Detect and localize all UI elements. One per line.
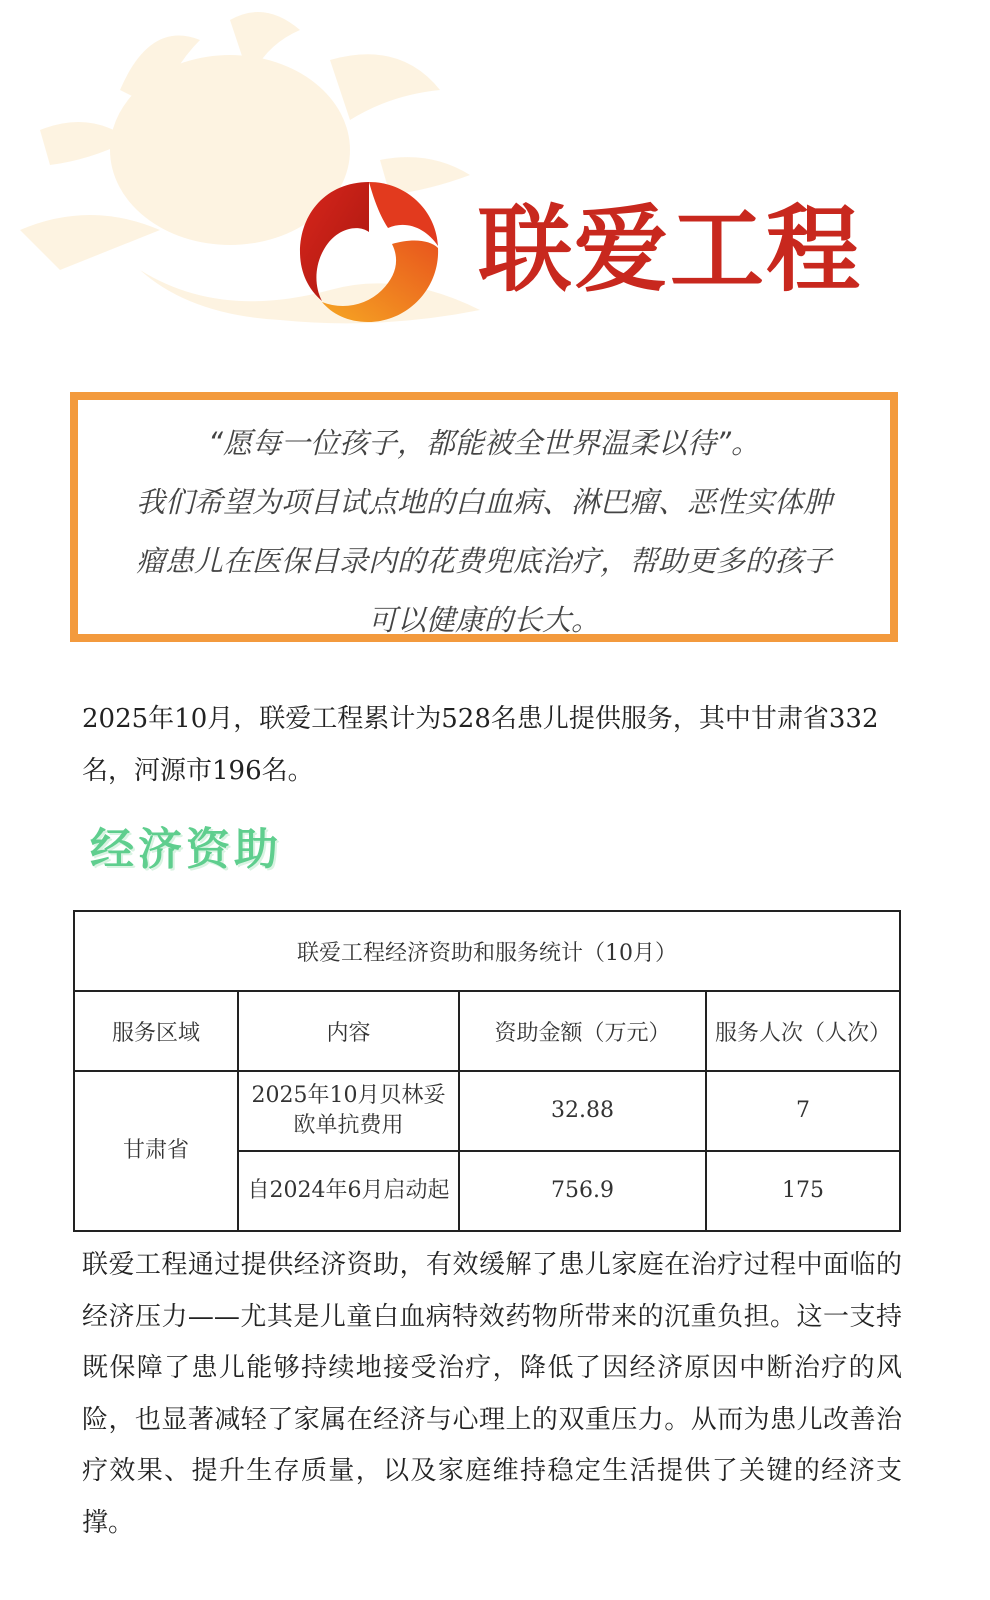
heart-logo-icon [296,176,442,326]
brand-title: 联爱工程 [478,196,863,305]
region-cell: 甘肃省 [74,1071,238,1231]
content-cell: 自2024年6月启动起 [238,1151,459,1231]
content-cell: 2025年10月贝林妥欧单抗费用 [238,1071,459,1151]
table-header-row [74,991,900,1071]
header-amount: 资助金额（万元） [459,991,706,1071]
amount-cell: 32.88 [459,1071,706,1151]
count-cell: 7 [706,1071,900,1151]
amount-cell: 756.9 [459,1151,706,1231]
header-content: 内容 [238,991,459,1071]
quote-line: 我们希望为项目试点地的白血病、淋巴瘤、恶性实体肿 [135,485,832,519]
aid-statistics-table [73,910,901,1232]
header-banner [0,0,990,360]
quote-line: “愿每一位孩子，都能被全世界温柔以待”。 [207,426,761,460]
monthly-summary: 2025年10月，联爱工程累计为528名患儿提供服务，其中甘肃省332名，河源市196名。 [82,704,879,786]
header-region: 服务区域 [74,991,238,1071]
mission-quote-box [70,392,898,642]
sun-background-illustration [0,0,990,360]
quote-line: 可以健康的长大。 [367,603,600,637]
table-row [74,1071,900,1151]
impact-paragraph: 联爱工程通过提供经济资助，有效缓解了患儿家庭在治疗过程中面临的经济压力——尤其是儿童白血病特效药物所带来的沉重负担。这一支持既保障了患儿能够持续地接受治疗，降低了因经济原因中断治疗的风险，也显著减轻了家属在经济与心理上的双重压力。从而为患儿改善治疗效果、提升生存质量，以及家庭维持稳定生活提供了关键的经济支撑。 [82,1250,902,1538]
section-title-economic-aid: 经济资助 [90,824,282,875]
header-count: 服务人次（人次） [706,991,900,1071]
table-caption: 联爱工程经济资助和服务统计（10月） [74,911,900,991]
count-cell: 175 [706,1151,900,1231]
quote-line: 瘤患儿在医保目录内的花费兜底治疗，帮助更多的孩子 [135,544,832,578]
